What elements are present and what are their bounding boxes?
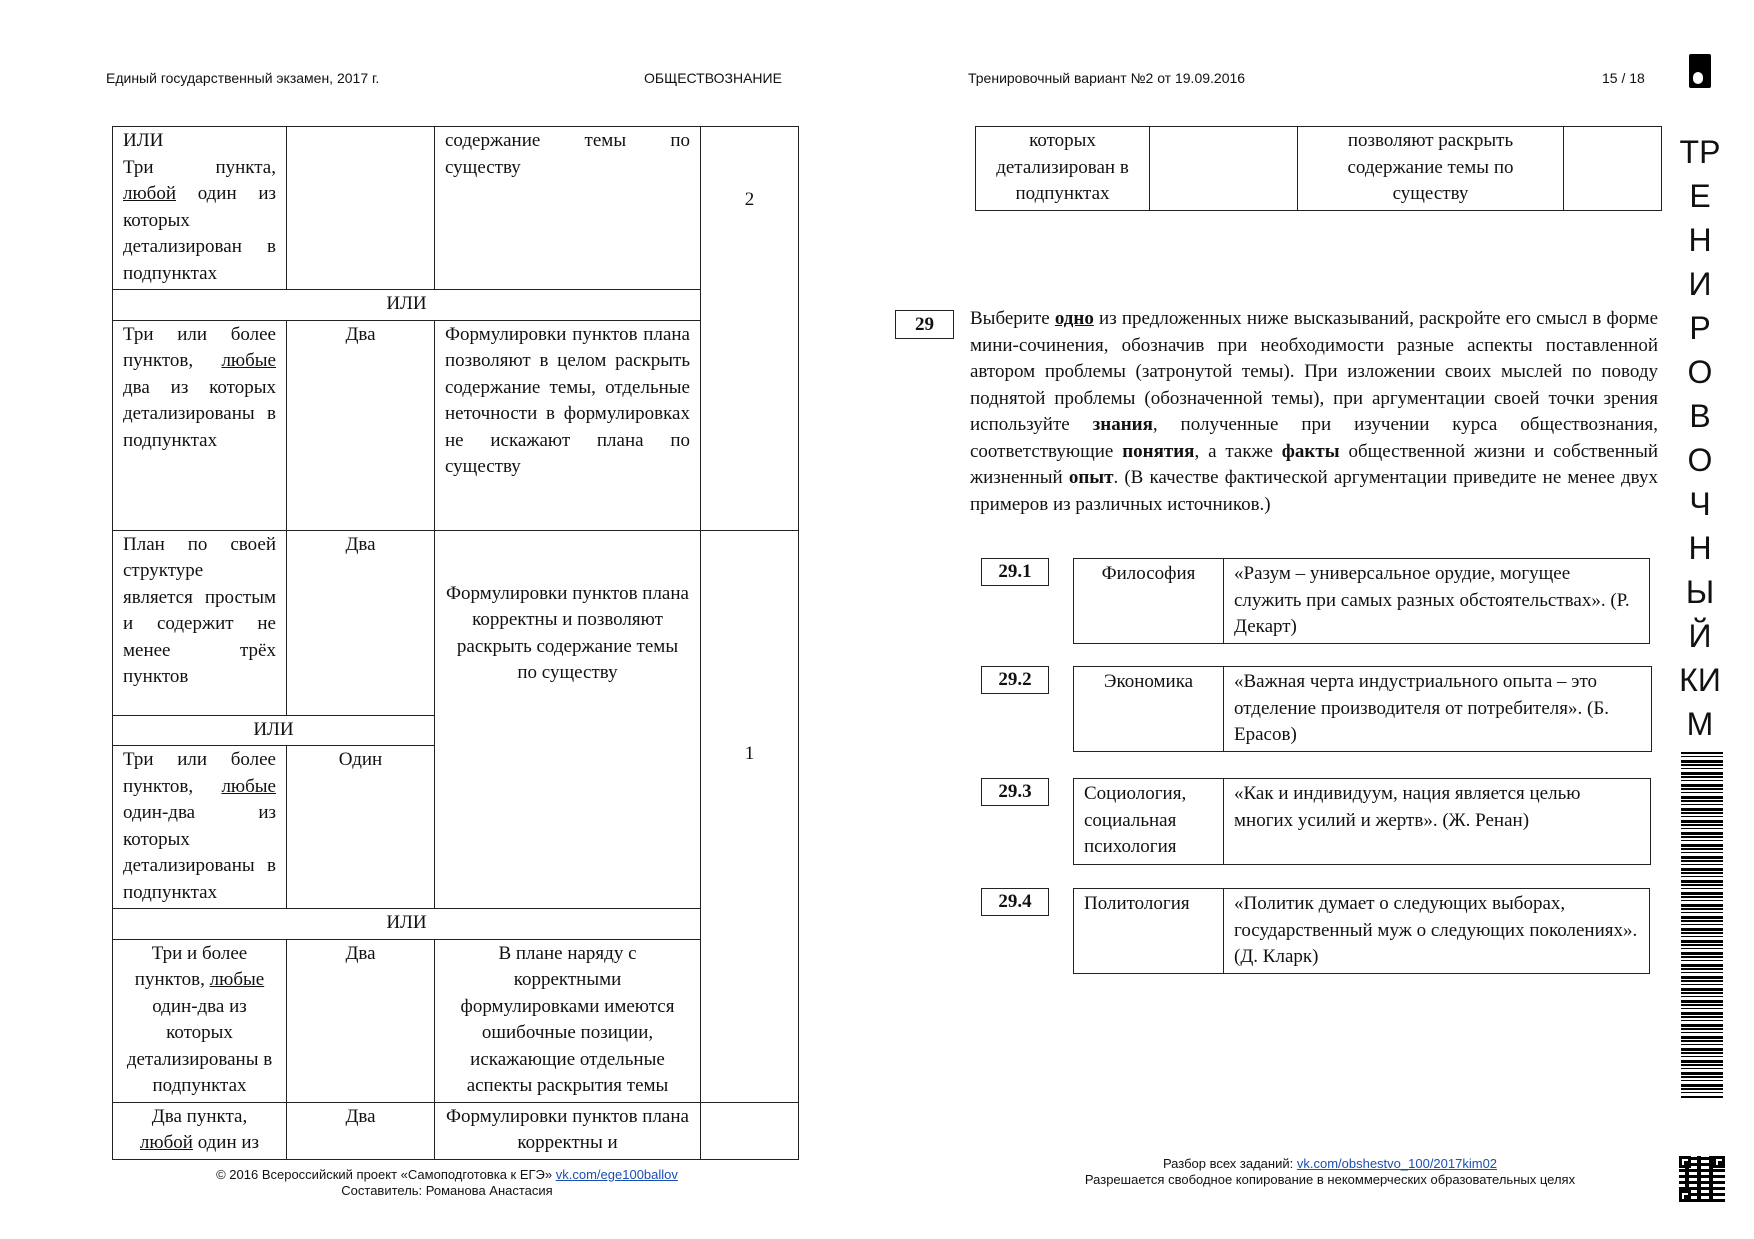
table-cell (113, 320, 287, 530)
cell-text: Три и более пунктов, (134, 942, 248, 990)
option-number-box: 29.2 (981, 666, 1049, 694)
emphasis-word: знания (1092, 414, 1153, 435)
emphasis-word: факты (1281, 440, 1340, 462)
table-cell: План по своей структуре является простым и содержит не менее трёх пунктов (113, 530, 287, 715)
cell-text: два из которых детализированы в подпунктах (123, 376, 276, 451)
footer-copyright: Разрешается свободное копирование в некоммерческих образовательных целях (1084, 1172, 1576, 1187)
watermark-letter: Е (1689, 178, 1711, 214)
table-cell: Два (287, 530, 435, 715)
underlined-word: любой (139, 1132, 193, 1153)
watermark-letter: Ы (1685, 574, 1715, 610)
option-quote: «Как и индивидуум, нация является целью многих усилий и жертв». (Ж. Ренан) (1224, 779, 1651, 865)
watermark-letter: В (1689, 398, 1711, 434)
score-cell: 1 (701, 530, 799, 1102)
option-field: Социология, социальная психология (1074, 779, 1224, 865)
task-text: . (В качестве фактической аргументации приведите не менее двух примеров из различных источников.) (970, 467, 1659, 515)
watermark-letter: И (1688, 266, 1712, 302)
watermark-letter: О (1687, 354, 1713, 390)
header-variant: Тренировочный вариант №2 от 19.09.2016 (968, 70, 1246, 86)
table-cell: Один (287, 746, 435, 909)
option-29-1 (1073, 558, 1650, 644)
corner-marker-icon (1689, 54, 1711, 88)
table-cell: Два (287, 939, 435, 1102)
watermark-letter: Н (1688, 222, 1712, 258)
option-number-box: 29.1 (981, 558, 1049, 586)
continuation-table (975, 126, 1662, 211)
ili-text: ИЛИ (123, 130, 164, 151)
option-field: Экономика (1074, 667, 1224, 752)
watermark-letter: КИ (1679, 662, 1721, 698)
footer-text: © 2016 Всероссийский проект «Самоподготовка к ЕГЭ» (216, 1167, 553, 1182)
option-quote: «Разум – универсальное орудие, могущее служить при самых разных обстоятельствах». (Р. Декарт) (1224, 559, 1650, 644)
option-number-box: 29.4 (981, 888, 1049, 916)
emphasis-word: понятия (1122, 440, 1195, 462)
underlined-word: любые (221, 350, 276, 371)
cell-text: один-два из которых детализированы в подпунктах (123, 802, 276, 903)
cell-text: Три или более пунктов, (123, 323, 276, 371)
option-29-3 (1073, 778, 1651, 865)
watermark-letter: О (1687, 442, 1713, 478)
side-watermark (1672, 130, 1728, 746)
table-row (113, 909, 799, 940)
watermark-letter: М (1686, 706, 1714, 742)
task-number-box: 29 (895, 310, 954, 339)
watermark-letter: Й (1688, 618, 1712, 654)
table-row (976, 127, 1662, 211)
task-text: Выберите (970, 308, 1050, 329)
option-number-box: 29.3 (981, 778, 1049, 806)
table-cell (701, 1102, 799, 1159)
emphasis-word: одно (1054, 308, 1094, 329)
cell-text: Два пункта, (151, 1105, 248, 1127)
qr-code-icon (1679, 1156, 1725, 1202)
table-cell (1150, 127, 1298, 211)
option-quote: «Важная черта индустриального опыта – это отделение производителя от потребителя». (Б. Ерасов) (1224, 667, 1652, 752)
task-text: , полученные при изучении курса обществознания, соответствующие (970, 414, 1658, 462)
score-cell: 2 (701, 127, 799, 531)
task-text: , а также (1194, 440, 1273, 462)
vk-ege-link[interactable]: vk.com/ege100ballov (555, 1167, 678, 1182)
table-cell (113, 939, 287, 1102)
table-cell: В плане наряду с корректными формулировками имеются ошибочные позиции, искажающие отдельные аспекты раскрытия темы (435, 939, 701, 1102)
table-cell (287, 127, 435, 290)
table-cell (113, 746, 287, 909)
table-row (113, 939, 799, 1102)
table-row (113, 1102, 799, 1159)
option-field: Философия (1074, 559, 1224, 644)
table-cell: содержание темы по существу (435, 127, 701, 290)
task-instructions (970, 306, 1658, 518)
footer-author: Составитель: Романова Анастасия (341, 1183, 553, 1198)
footer-text: Разбор всех заданий: (1162, 1156, 1294, 1171)
table-cell: которых детализирован в подпунктах (976, 127, 1150, 211)
table-row (113, 290, 799, 321)
emphasis-word: опыт (1068, 467, 1114, 488)
watermark-letter: ТР (1679, 134, 1721, 170)
table-row (113, 127, 799, 290)
footer-right (1000, 1156, 1660, 1188)
underlined-word: любые (221, 775, 276, 797)
table-cell: позволяют раскрыть содержание темы по существу (1298, 127, 1564, 211)
cell-text: один из (197, 1132, 260, 1153)
table-row (113, 530, 799, 715)
table-cell (113, 127, 287, 290)
footer-left (112, 1167, 782, 1199)
ili-row: ИЛИ (113, 715, 435, 746)
option-29-2 (1073, 666, 1652, 752)
task-text: общественной жизни и собственный жизненный (970, 440, 1659, 488)
vk-obshestvo-link[interactable]: vk.com/obshestvo_100/2017kim02 (1296, 1156, 1498, 1171)
option-field: Политология (1074, 889, 1224, 974)
cell-text: один-два из которых детализированы в подпунктах (126, 995, 273, 1096)
table-cell: Два (287, 1102, 435, 1159)
scoring-table (112, 126, 799, 1160)
cell-text: Три пункта, (123, 156, 276, 178)
underlined-word: любой (123, 183, 177, 204)
task-text: из предложенных ниже высказываний, раскройте его смысл в форме мини-сочинения, обозначив при необходимости разные аспекты поставленной автором проблемы (затронутой темы). При изложении своих мыслей по поводу поднятой проблемы (обозначенной темы), при аргументации своей точки зрения используйте (970, 308, 1659, 435)
underlined-word: любые (209, 969, 265, 990)
table-cell: Два (287, 320, 435, 530)
table-row (113, 320, 799, 530)
barcode-icon (1681, 752, 1723, 1098)
table-cell (1564, 127, 1662, 211)
table-cell: Формулировки пунктов плана позволяют в целом раскрыть содержание темы, отдельные неточности в формулировках не искажают плана по существу (435, 320, 701, 530)
table-cell: Формулировки пунктов плана корректны и позволяют раскрыть содержание темы по существу (435, 530, 701, 909)
watermark-letter: Ч (1689, 486, 1711, 522)
header-subject: ОБЩЕСТВОЗНАНИЕ (644, 70, 782, 86)
cell-text: из которых детализирован в подпунктах (123, 183, 277, 284)
header-exam-title: Единый государственный экзамен, 2017 г. (106, 70, 380, 86)
ili-row: ИЛИ (113, 290, 701, 321)
watermark-letter: Н (1688, 530, 1712, 566)
header-page-number: 15 / 18 (1602, 70, 1645, 86)
watermark-letter: Р (1689, 310, 1711, 346)
ili-row: ИЛИ (113, 909, 701, 940)
cell-text: Три или более пунктов, (123, 749, 276, 797)
option-quote: «Политик думает о следующих выборах, государственный муж о следующих поколениях». (Д. Кларк) (1224, 889, 1650, 974)
cell-text: один (197, 183, 237, 204)
option-29-4 (1073, 888, 1650, 974)
table-cell: Формулировки пунктов плана корректны и (435, 1102, 701, 1159)
table-cell (113, 1102, 287, 1159)
